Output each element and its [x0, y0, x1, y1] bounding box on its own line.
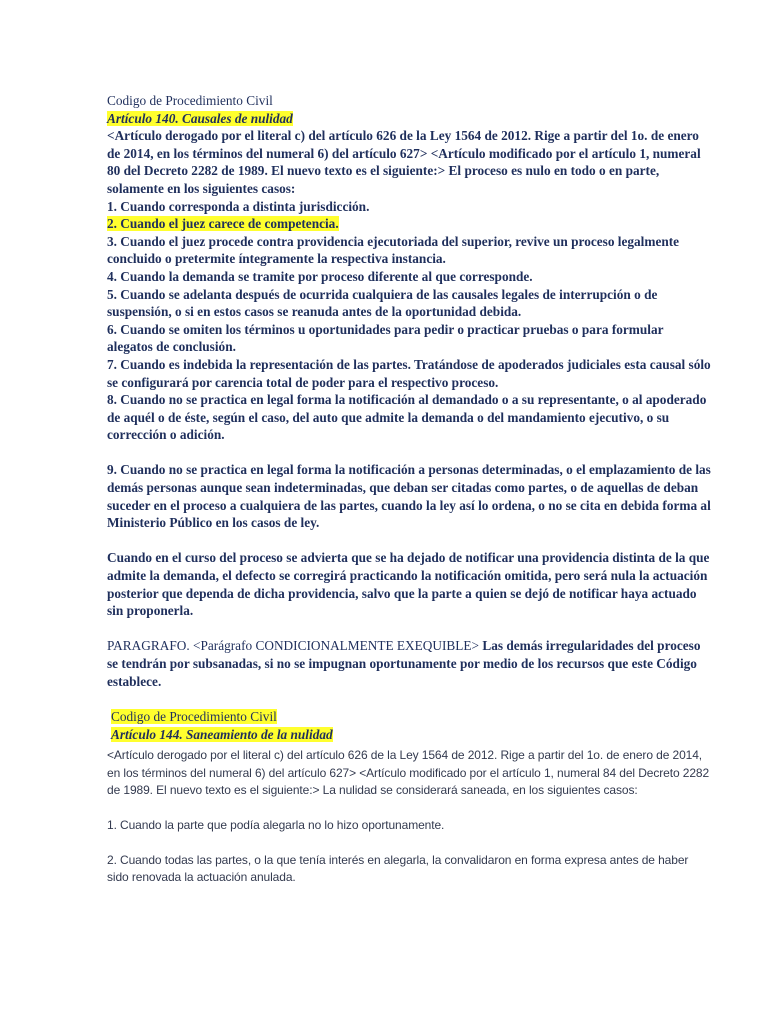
article-heading [107, 726, 712, 744]
list-item: 2. Cuando todas las partes, o la que tenía interés en alegarla, la convalidaron en forma expresa antes de haber sido renovada la actuación anulada. [107, 852, 689, 885]
list-item: 1. Cuando corresponda a distinta jurisdicción. [107, 198, 370, 214]
list-item: 7. Cuando es indebida la representación de las partes. Tratándose de apoderados judiciales esta causal sólo se configurará por carencia total de poder para el respectivo proceso. [107, 356, 711, 390]
section-article-144 [107, 708, 712, 886]
code-title: Codigo de Procedimiento Civil [107, 93, 273, 108]
spacer [107, 834, 712, 851]
list-item: 9. Cuando no se practica en legal forma la notificación a personas determinadas, o el emplazamiento de las demás personas aunque sean indeterminadas, que deban ser citadas como partes, o de aquellas de deban suceder en el proceso a cualquiera de las partes, cuando la ley así lo ordena, o no se cita en debida forma al Ministerio Público en los casos de ley. [107, 462, 711, 531]
article-heading: Artículo 140. Causales de nulidad [107, 110, 293, 126]
spacer [107, 800, 712, 817]
paragrafo-label: PARAGRAFO. <Parágrafo CONDICIONALMENTE EXEQUIBLE> [107, 638, 480, 654]
spacer [107, 444, 712, 462]
spacer [107, 620, 712, 638]
list-item: 4. Cuando la demanda se tramite por proceso diferente al que corresponde. [107, 268, 533, 284]
article-body [107, 747, 712, 886]
code-title [107, 708, 712, 726]
list-item: 3. Cuando el juez procede contra providencia ejecutoriada del superior, revive un proceso legalmente concluido o pretermite íntegramente la respectiva instancia. [107, 233, 680, 267]
spacer [107, 532, 712, 550]
highlighted-item: 2. Cuando el juez carece de competencia. [107, 216, 339, 232]
list-item: 1. Cuando la parte que podía alegarla no lo hizo oportunamente. [107, 817, 445, 832]
list-item: 6. Cuando se omiten los términos u oportunidades para pedir o practicar pruebas o para formular alegatos de conclusión. [107, 321, 664, 355]
article-intro: <Artículo derogado por el literal c) del artículo 626 de la Ley 1564 de 2012. Rige a partir del 1o. de enero de 2014, en los términos del numeral 6) del artículo 627> <Artículo modificado por el artículo 1, numeral 84 del Decreto 2282 de 1989. El nuevo texto es el siguiente:> La nulidad se considerará saneada, en los siguientes casos: [107, 748, 710, 798]
list-item [107, 215, 712, 233]
list-item: 5. Cuando se adelanta después de ocurrida cualquiera de las causales legales de interrupción o de suspensión, o si en estos casos se reanuda antes de la oportunidad debida. [107, 286, 658, 320]
paragrafo-text: Las demás irregularidades del proceso se tendrán por subsanadas, si no se impugnan oportunamente por medio de los recursos que este Código establece. [107, 638, 701, 689]
code-title-text: Codigo de Procedimiento Civil [111, 709, 277, 725]
paragrafo [107, 637, 712, 690]
article-body [107, 127, 712, 690]
article-intro: <Artículo derogado por el literal c) del artículo 626 de la Ley 1564 de 2012. Rige a partir del 1o. de enero de 2014, en los términos del numeral 6) del artículo 627> <Artículo modificado por el artículo 1, numeral 80 del Decreto 2282 de 1989. El nuevo texto es el siguiente:> El proceso es nulo en todo o en parte, solamente en los siguientes casos: [107, 128, 701, 196]
list-item: 8. Cuando no se practica en legal forma la notificación al demandado o a su representante, o al apoderado de aquél o de éste, según el caso, del auto que admite la demanda o del mandamiento ejecutivo, o su corrección o adición. [107, 392, 707, 443]
article-heading-text: Artículo 144. Saneamiento de la nulidad [111, 726, 333, 742]
section-article-140 [107, 92, 712, 690]
closing-paragraph: Cuando en el curso del proceso se advierta que se ha dejado de notificar una providencia distinta de la que admite la demanda, el defecto se corregirá practicando la notificación omitida, pero será nula la actuación posterior que dependa de dicha providencia, salvo que la parte a quien se dejó de notificar haya actuado sin proponerla. [107, 550, 710, 619]
